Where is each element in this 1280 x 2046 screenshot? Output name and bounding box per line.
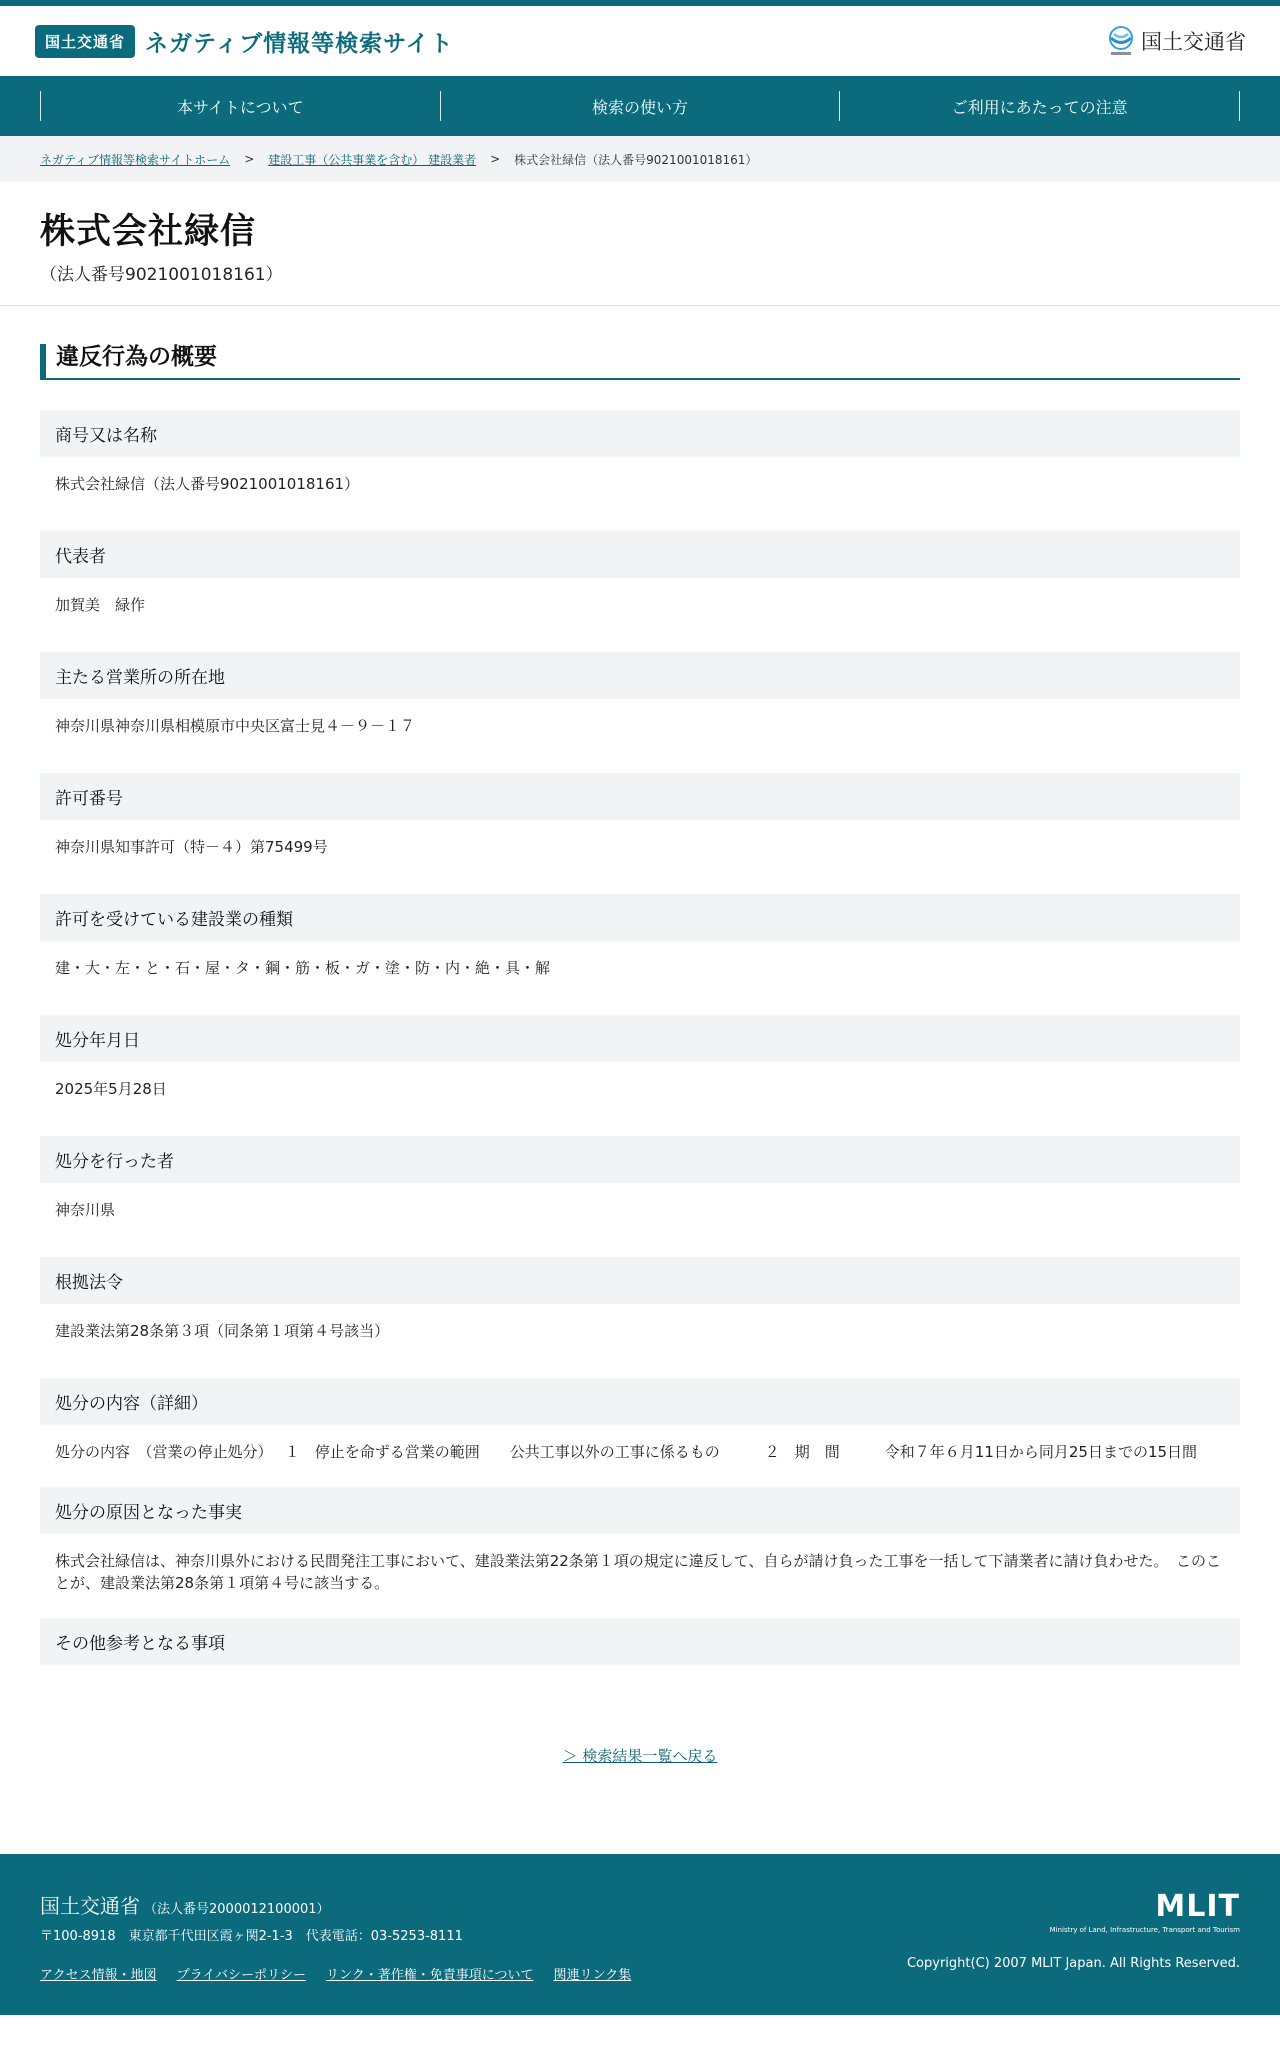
detail-value: 建設業法第28条第３項（同条第１項第４号該当） — [55, 1322, 390, 1340]
footer-org-corp: （法人番号2000012100001） — [144, 1902, 330, 1917]
detail-item — [40, 410, 1240, 531]
site-brand[interactable] — [35, 25, 454, 58]
detail-item — [40, 1257, 1240, 1378]
mlit-logo[interactable] — [1107, 25, 1246, 57]
breadcrumb-current: 株式会社緑信（法人番号9021001018161） — [514, 152, 758, 167]
detail-value: 株式会社緑信は、神奈川県外における民間発注工事において、建設業法第22条第１項の規定に違反して、自らが請け負った工事を一括して下請業者に請け負わせた。 このことが、建設業法第28条第１項第４号に該当する。 — [55, 1552, 1221, 1592]
breadcrumb-category[interactable]: 建設工事（公共事業を含む） 建設業者 — [268, 152, 477, 167]
nav-usage-notes[interactable]: ご利用にあたっての注意 — [839, 91, 1240, 121]
detail-value: 建・大・左・と・石・屋・タ・鋼・筋・板・ガ・塗・防・内・絶・具・解 — [55, 959, 551, 977]
site-header — [0, 6, 1280, 76]
detail-value: 加賀美 緑作 — [55, 596, 146, 614]
site-badge: 国土交通省 — [35, 25, 135, 58]
detail-label: 処分年月日 — [40, 1015, 1240, 1062]
detail-label: 処分を行った者 — [40, 1136, 1240, 1183]
detail-label: 処分の原因となった事実 — [40, 1487, 1240, 1534]
detail-item — [40, 773, 1240, 894]
detail-value: 株式会社緑信（法人番号9021001018161） — [55, 475, 360, 493]
footer-org-name: 国土交通省 — [40, 1894, 140, 1918]
detail-label: 代表者 — [40, 531, 1240, 578]
back-to-results-link[interactable]: ＞ 検索結果一覧へ戻る — [562, 1747, 718, 1765]
detail-label: 許可を受けている建設業の種類 — [40, 894, 1240, 941]
detail-label: その他参考となる事項 — [40, 1618, 1240, 1665]
mlit-logo-text: 国土交通省 — [1141, 30, 1246, 54]
footer-mlit-logo[interactable] — [1049, 1889, 1240, 1934]
nav-about[interactable]: 本サイトについて — [40, 91, 440, 121]
section-title: 違反行為の概要 — [40, 344, 1240, 380]
detail-label: 商号又は名称 — [40, 410, 1240, 457]
footer-address: 〒100-8918 東京都千代田区霞ヶ関2-1-3 代表電話：03-5253-8111 — [40, 1929, 463, 1944]
detail-label: 許可番号 — [40, 773, 1240, 820]
site-title: ネガティブ情報等検索サイト — [145, 30, 454, 57]
detail-item — [40, 1618, 1240, 1665]
back-link-wrap — [40, 1745, 1240, 1766]
nav-search-help[interactable]: 検索の使い方 — [440, 91, 840, 121]
detail-label: 根拠法令 — [40, 1257, 1240, 1304]
mlit-wordmark: MLIT — [1155, 1889, 1240, 1924]
detail-label: 主たる営業所の所在地 — [40, 652, 1240, 699]
main-content — [0, 306, 1280, 1766]
company-heading — [0, 182, 1280, 306]
detail-item — [40, 894, 1240, 1015]
detail-value: 処分の内容 （営業の停止処分） １ 停止を命ずる営業の範囲 公共工事以外の工事に係るもの ２ 期 間 令和７年６月11日から同月25日までの15日間 — [55, 1443, 1198, 1461]
detail-value: 神奈川県神奈川県相模原市中央区富士見４－９－１７ — [55, 717, 416, 735]
corp-number: （法人番号9021001018161） — [40, 265, 283, 285]
detail-item — [40, 1015, 1240, 1136]
footer-link-privacy[interactable]: プライバシーポリシー — [176, 1968, 306, 1983]
copyright: Copyright(C) 2007 MLIT Japan. All Rights Reserved. — [906, 1956, 1240, 1971]
breadcrumb-separator: > — [244, 152, 255, 166]
main-nav — [0, 76, 1280, 136]
detail-value: 2025年5月28日 — [55, 1080, 167, 1098]
site-footer — [0, 1854, 1280, 2015]
detail-item — [40, 1136, 1240, 1257]
mlit-emblem-icon — [1107, 25, 1135, 57]
breadcrumb-separator: > — [490, 152, 501, 166]
detail-value: 神奈川県知事許可（特－４）第75499号 — [55, 838, 328, 856]
detail-item — [40, 1378, 1240, 1487]
violation-details — [40, 410, 1240, 1665]
detail-item — [40, 531, 1240, 652]
footer-link-related[interactable]: 関連リンク集 — [553, 1968, 632, 1983]
mlit-wordmark-sub: Ministry of Land, Infrastructure, Transport and Tourism — [1049, 1926, 1240, 1934]
footer-link-copyright[interactable]: リンク・著作権・免責事項について — [325, 1968, 534, 1983]
detail-value: 神奈川県 — [55, 1201, 116, 1219]
detail-item — [40, 652, 1240, 773]
footer-link-access[interactable]: アクセス情報・地図 — [40, 1968, 157, 1983]
detail-label: 処分の内容（詳細） — [40, 1378, 1240, 1425]
breadcrumb-home[interactable]: ネガティブ情報等検索サイトホーム — [40, 152, 231, 167]
page-title: 株式会社緑信 — [40, 212, 257, 252]
breadcrumb — [0, 136, 1280, 182]
detail-item — [40, 1487, 1240, 1618]
